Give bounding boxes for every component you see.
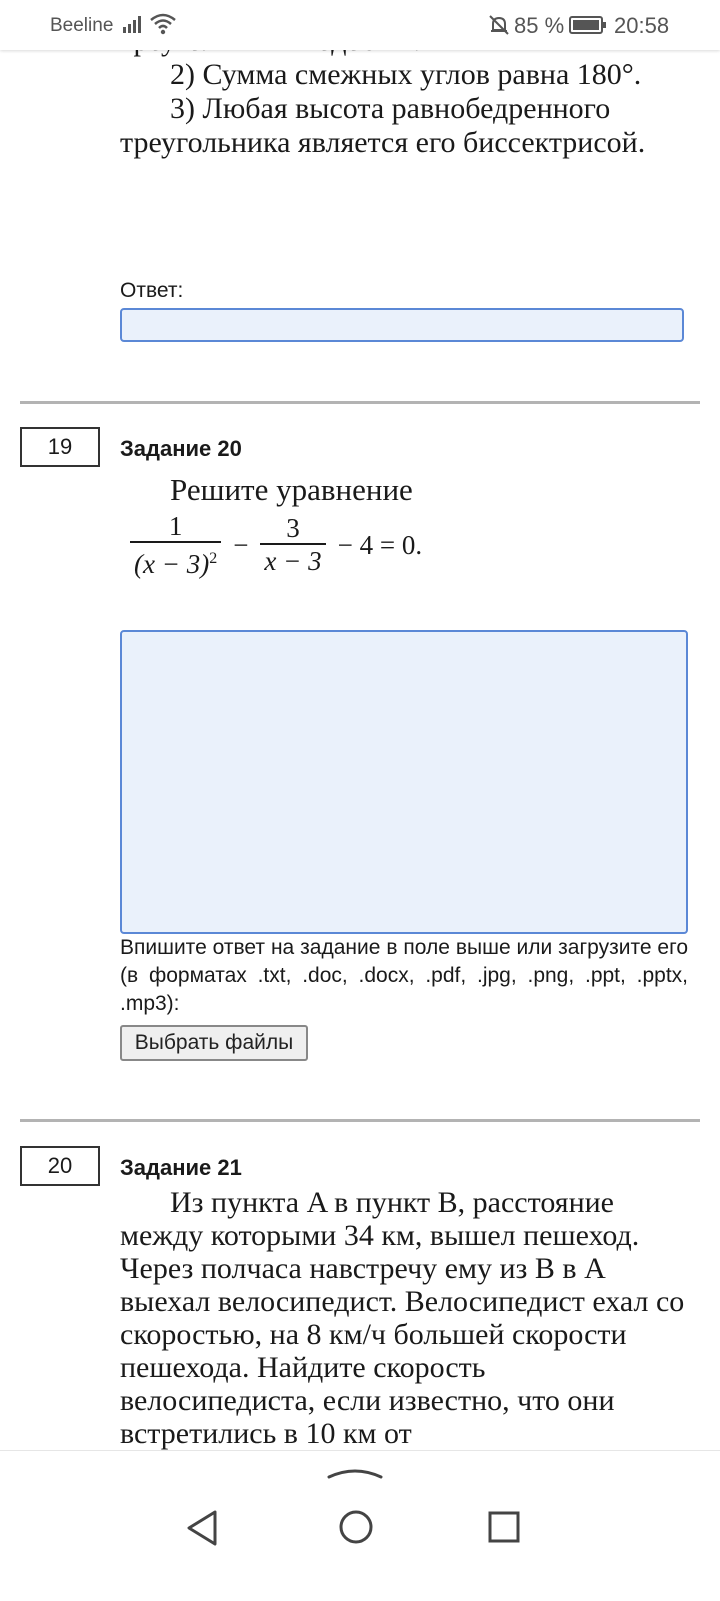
upload-hint: Впишите ответ на задание в поле выше или загрузите его (в форматах .txt, .doc, .docx, .pdf, .jpg, .png, .ppt, .pptx, .mp3): <box>120 936 688 1015</box>
signal-icon <box>123 15 145 33</box>
fraction-1-denominator <box>130 543 221 580</box>
fraction-1-base: (x − 3) <box>134 548 210 579</box>
battery-icon <box>569 15 607 35</box>
status-bar <box>0 0 720 50</box>
carrier-name: Beeline <box>50 15 114 36</box>
divider <box>20 401 700 404</box>
equation-rest: − 4 = 0. <box>337 529 423 560</box>
clock: 20:58 <box>614 13 670 38</box>
choose-files-button[interactable]: Выбрать файлы <box>120 1025 308 1061</box>
question-number-box: 20 <box>20 1146 100 1186</box>
fraction-2-base: x − 3 <box>264 546 322 576</box>
fraction-2-numerator: 3 <box>286 513 300 543</box>
fraction-2-denominator <box>260 545 325 577</box>
task-text-body: Из пункта A в пункт B, расстояние между которыми 34 км, вышел пешеход. Через полчаса навстречу ему из B в A выехал велосипедист. Велосипедист ехал со скоростью, на 8 км/ч большей скорости пешехода. Найдите скорость велосипедиста, если известно, что они встретились в 10 км от <box>120 1186 685 1450</box>
wifi-icon <box>150 13 176 35</box>
battery-percent: 85 % <box>514 13 565 38</box>
navigation-bar <box>0 1450 720 1601</box>
fraction-1 <box>130 511 221 580</box>
home-icon[interactable] <box>338 1509 374 1545</box>
task-text <box>120 1186 688 1450</box>
fraction-1-numerator: 1 <box>168 510 183 541</box>
task-title: Задание 21 <box>120 1155 242 1180</box>
task-instruction: Решите уравнение <box>170 472 413 507</box>
chevron-up-icon[interactable] <box>327 1463 383 1481</box>
question-number-box: 19 <box>20 427 100 467</box>
mute-icon <box>488 14 510 36</box>
back-icon[interactable] <box>185 1509 219 1547</box>
statement-3: 3) Любая высота равнобедренного треугольника является его биссектрисой. <box>120 92 646 159</box>
fraction-2 <box>260 513 325 577</box>
divider <box>20 1119 700 1122</box>
exponent: 2 <box>209 549 218 567</box>
task-title: Задание 20 <box>120 436 242 461</box>
equation <box>124 510 428 580</box>
minus-sign: − <box>233 529 249 560</box>
answer-input[interactable] <box>120 308 684 342</box>
solution-textarea[interactable] <box>120 630 688 934</box>
answer-label: Ответ: <box>120 279 184 302</box>
recents-icon[interactable] <box>488 1511 520 1543</box>
statement-2: 2) Сумма смежных углов равна 180°. <box>170 58 642 91</box>
